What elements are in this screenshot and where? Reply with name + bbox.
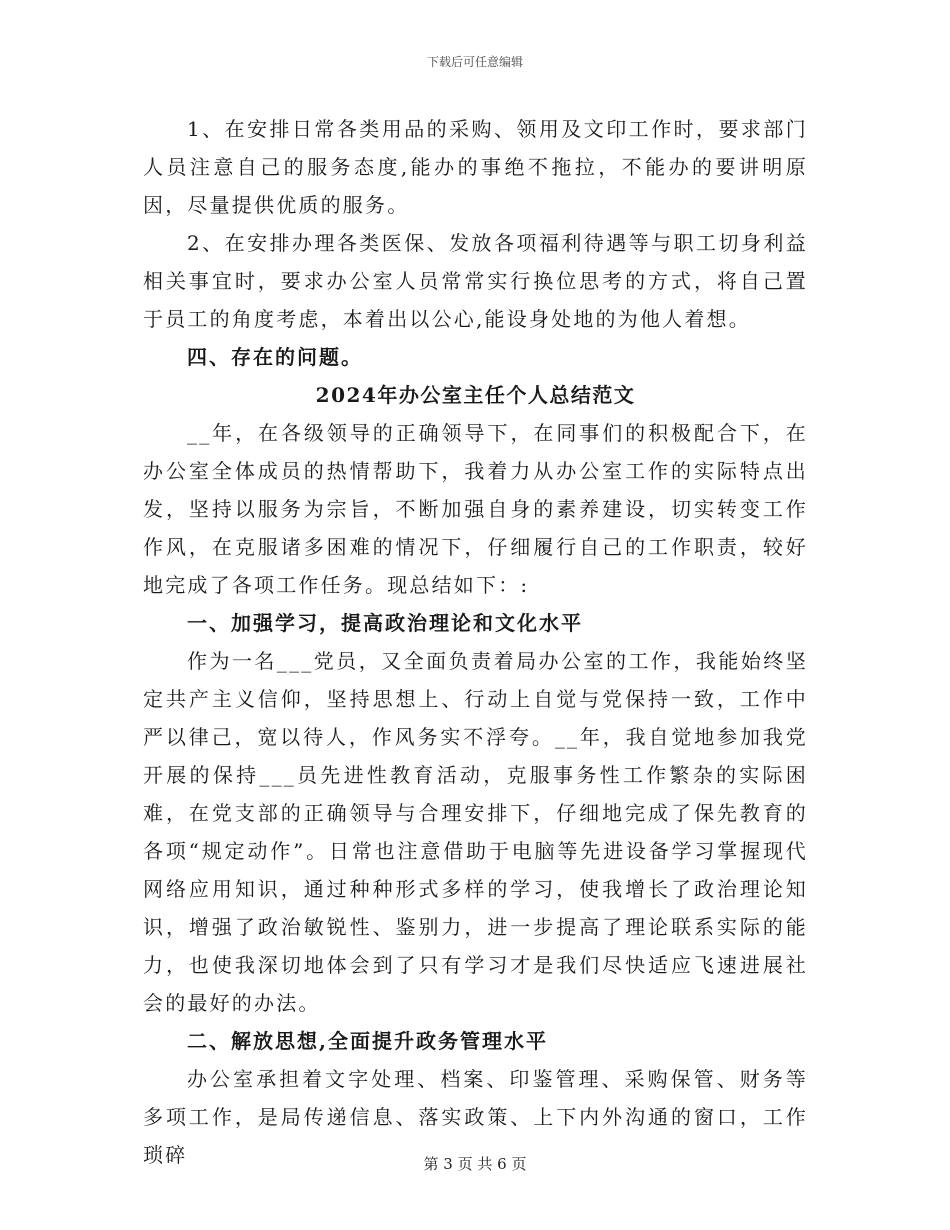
paragraph-service-attitude: 1、在安排日常各类用品的采购、领用及文印工作时，要求部门人员注意自己的服务态度,能办的事绝不拖拉，不能办的要讲明原因，尽量提供优质的服务。 — [143, 117, 808, 217]
paragraph-welfare-affairs: 2、在安排办理各类医保、发放各项福利待遇等与职工切身利益相关事宜时，要求办公室人员常常实行换位思考的方式，将自己置于员工的角度考虑，本着出以公心,能设身处地的为他人着想。 — [143, 231, 808, 331]
page-number: 第 3 页 共 6 页 — [423, 1155, 527, 1173]
document-title: 2024年办公室主任个人总结范文 — [315, 383, 636, 407]
heading-existing-problems: 四、存在的问题。 — [187, 345, 363, 369]
paragraph-strengthen-study: 作为一名___党员，又全面负责着局办公室的工作，我能始终坚定共产主义信仰，坚持思想上、行动上自觉与党保持一致，工作中严以律己，宽以待人，作风务实不浮夸。__年，我自觉地参加我党开展的保持___员先进性教育活动，克服事务性工作繁杂的实际困难，在党支部的正确领导与合理安排下，仔细地完成了保先教育的各项“规定动作”。日常也注意借助于电脑等先进设备学习掌握现代网络应用知识，通过种种形式多样的学习，使我增长了政治理论知识，增强了政治敏锐性、鉴别力，进一步提高了理论联系实际的能力，也使我深切地体会到了只有学习才是我们尽快适应飞速进展社会的最好的办法。 — [143, 649, 808, 1015]
paragraph-office-duties: 办公室承担着文字处理、档案、印鉴管理、采购保管、财务等多项工作，是局传递信息、落实政策、上下内外沟通的窗口，工作琐碎 — [143, 1067, 808, 1167]
document-body — [143, 110, 808, 1174]
heading-strengthen-study: 一、加强学习，提高政治理论和文化水平 — [187, 611, 583, 635]
paragraph-intro: __年，在各级领导的正确领导下，在同事们的积极配合下，在办公室全体成员的热情帮助下，我着力从办公室工作的实际特点出发，坚持以服务为宗旨，不断加强自身的素养建设，切实转变工作作风，在克服诸多困难的情况下，仔细履行自己的工作职责，较好地完成了各项工作任务。现总结如下：: — [143, 421, 808, 597]
heading-emancipate-mind: 二、解放思想,全面提升政务管理水平 — [187, 1029, 548, 1053]
header-note: 下载后可任意编辑 — [426, 55, 523, 69]
